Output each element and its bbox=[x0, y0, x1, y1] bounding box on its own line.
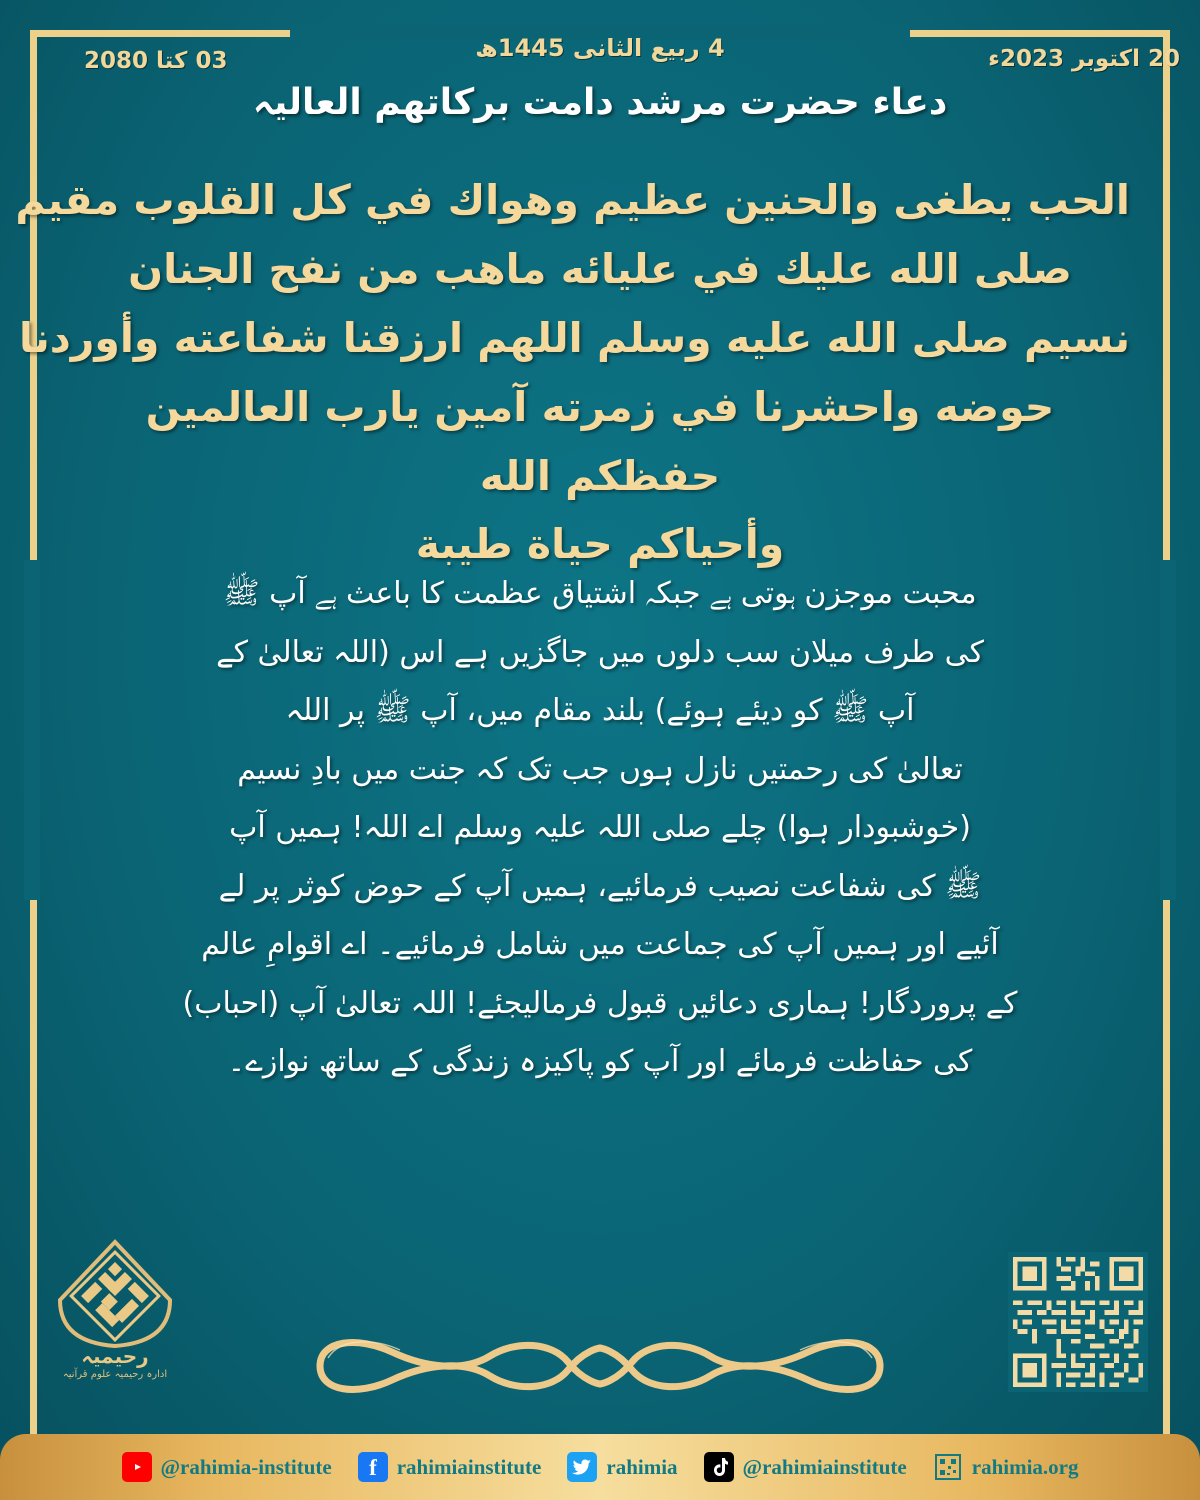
urdu-line: محبت موجزن ہوتی ہے جبکہ اشتیاق عظمت کا باعث ہے آپ ﷺ bbox=[223, 576, 977, 611]
gregorian-date: 20 اکتوبر 2023ء bbox=[988, 46, 1180, 72]
arabic-line: وأحياكم حياة طيبة bbox=[415, 520, 785, 569]
frame-gap-right bbox=[1160, 560, 1176, 900]
social-footer-bar bbox=[0, 1434, 1200, 1500]
social-handle: @rahimia-institute bbox=[160, 1454, 332, 1479]
urdu-line: آپ ﷺ کو دیئے ہوئے) بلند مقام میں، آپ ﷺ پر اللہ bbox=[285, 693, 915, 728]
urdu-line: کی طرف میلان سب دلوں میں جاگزیں ہے اس (اللہ تعالیٰ کے bbox=[216, 634, 984, 670]
arabic-dua-block bbox=[15, 166, 1130, 579]
arabic-line: حوضه واحشرنا في زمرته آمين يارب العالمين حفظكم الله bbox=[145, 382, 1055, 500]
social-item-website[interactable] bbox=[933, 1452, 1079, 1482]
arabic-line: نسیم صلى الله عليه وسلم اللهم ارزقنا شفاعته وأوردنا bbox=[18, 313, 1130, 362]
social-item-tiktok[interactable] bbox=[704, 1452, 907, 1482]
youtube-icon bbox=[122, 1452, 152, 1482]
frame-gap-left bbox=[24, 560, 40, 900]
hijri-date: 4 ربیع الثانی 1445ھ bbox=[475, 34, 725, 62]
social-handle: rahimiainstitute bbox=[396, 1454, 542, 1479]
header-row bbox=[0, 26, 1200, 80]
decorative-flourish-ornament bbox=[300, 1318, 900, 1404]
logo-subtitle: ادارہ رحیمیہ علوم قرآنیہ bbox=[62, 1369, 168, 1380]
urdu-line: کے پروردگار! ہماری دعائیں قبول فرمالیجئے! اللہ تعالیٰ آپ (احباب) bbox=[182, 985, 1018, 1021]
twitter-icon bbox=[567, 1452, 597, 1482]
reference-number: 03 کتا 2080 bbox=[84, 48, 228, 74]
urdu-line: (خوشبودار ہوا) چلے صلی اللہ علیہ وسلم اے اللہ! ہمیں آپ bbox=[229, 810, 971, 845]
arabic-line: صلى الله عليك في علیائه ماهب من نفح الجنان bbox=[128, 244, 1072, 293]
urdu-line: کی حفاظت فرمائے اور آپ کو پاکیزہ زندگی کے ساتھ نوازے۔ bbox=[227, 1044, 973, 1079]
social-handle: rahimia bbox=[606, 1454, 678, 1479]
social-handle: @rahimiainstitute bbox=[742, 1454, 907, 1479]
logo-dome-icon bbox=[52, 1238, 178, 1350]
urdu-body-block bbox=[120, 565, 1080, 1092]
rahimia-logo bbox=[52, 1238, 178, 1388]
urdu-line: تعالیٰ کی رحمتیں نازل ہوں جب تک کہ جنت میں بادِ نسیم bbox=[237, 751, 963, 787]
social-item-twitter[interactable] bbox=[567, 1452, 677, 1482]
logo-name: رحیمیہ bbox=[81, 1344, 149, 1368]
social-item-youtube[interactable] bbox=[122, 1452, 332, 1482]
facebook-icon bbox=[358, 1452, 388, 1482]
qr-code[interactable] bbox=[1008, 1252, 1148, 1392]
urdu-line: آئیے اور ہمیں آپ کی جماعت میں شامل فرمائیے۔ اے اقوامِ عالم bbox=[201, 927, 999, 962]
social-handle: rahimia.org bbox=[971, 1454, 1079, 1479]
tiktok-icon bbox=[704, 1452, 734, 1482]
svg-text:f: f bbox=[368, 1455, 377, 1480]
urdu-line: ﷺ کی شفاعت نصیب فرمائیے، ہمیں آپ کے حوض کوثر پر لے bbox=[218, 868, 982, 904]
qr-code-image bbox=[1008, 1252, 1148, 1392]
arabic-line: الحب يطغى والحنين عظيم وهواك في كل القلوب مقيم bbox=[15, 176, 1130, 224]
page-title: دعاء حضرت مرشد دامت برکاتھم العالیہ bbox=[252, 82, 948, 123]
website-qr-icon bbox=[933, 1452, 963, 1482]
social-item-facebook[interactable] bbox=[358, 1452, 542, 1482]
